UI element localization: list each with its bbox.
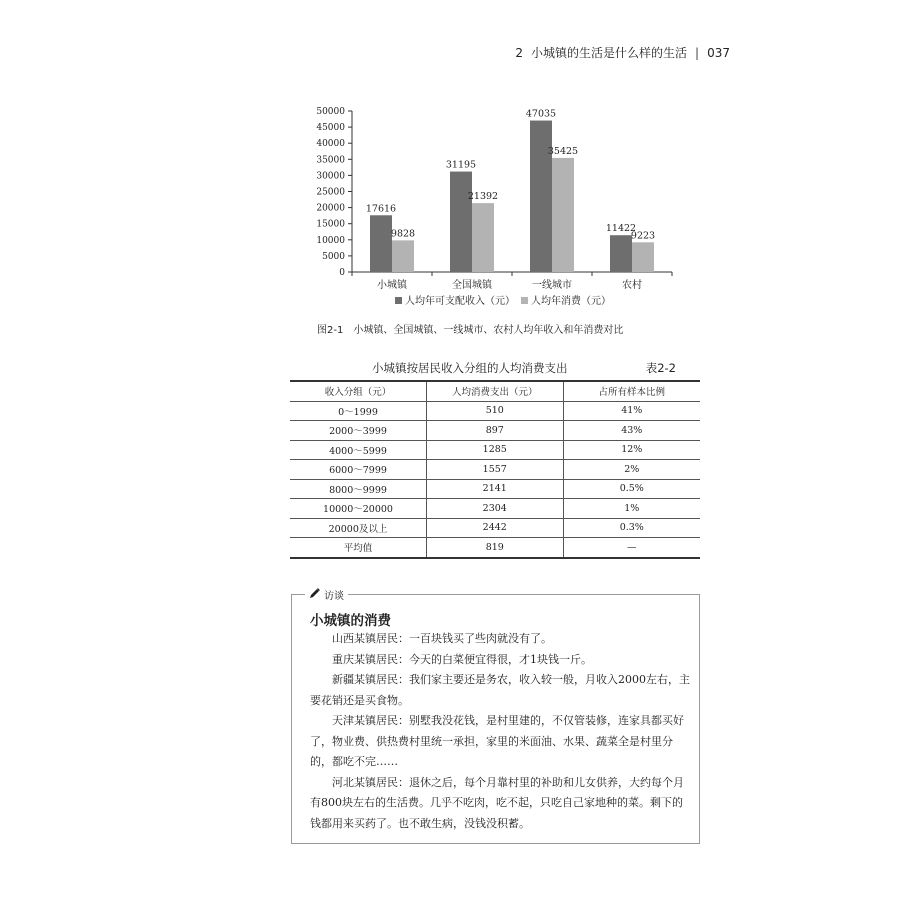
data-label: 9223 (630, 230, 656, 242)
interview-tag (305, 587, 348, 602)
table-row (290, 401, 700, 421)
y-tick-label: 35000 (316, 155, 345, 166)
table-row (290, 518, 700, 538)
cell-income-group: 20000及以上 (290, 518, 427, 538)
cell-ratio: 0.5% (563, 479, 700, 499)
bar-income (530, 121, 552, 272)
y-tick-label: 10000 (316, 235, 345, 246)
bar-consumption (392, 240, 414, 272)
y-tick-label: 40000 (316, 139, 345, 150)
consumption-table (290, 380, 700, 559)
y-tick-label: 20000 (316, 203, 345, 214)
cell-income-group: 10000～20000 (290, 499, 427, 519)
legend-label: 人均年可支配收入（元） (405, 296, 515, 307)
interview-title: 小城镇的消费 (310, 613, 391, 629)
bar-consumption (552, 158, 574, 272)
header-consumption: 人均消费支出（元） (427, 381, 564, 401)
data-label: 11422 (605, 223, 637, 235)
header-separator: | (695, 45, 700, 60)
table-row (290, 479, 700, 499)
cell-ratio: 0.3% (563, 518, 700, 538)
legend-swatch (521, 297, 528, 304)
bar-income (610, 235, 632, 272)
cell-ratio: 1% (563, 499, 700, 519)
y-tick-label: 0 (339, 268, 345, 278)
header-ratio: 占所有样本比例 (563, 381, 700, 401)
x-tick-label: 全国城镇 (452, 280, 492, 291)
pencil-icon (309, 587, 321, 602)
y-tick-label: 30000 (316, 171, 345, 182)
page-header (515, 44, 730, 61)
cell-income-group: 4000～5999 (290, 440, 427, 460)
cell-ratio: 12% (563, 440, 700, 460)
data-label: 9828 (390, 228, 416, 240)
header-income-group: 收入分组（元） (290, 381, 427, 401)
y-tick-label: 25000 (316, 187, 345, 198)
interview-paragraph: 天津某镇居民：别墅我没花钱，是村里建的，不仅管装修，连家具都买好了，物业费、供热费村里统一承担，家里的米面油、水果、蔬菜全是村里分的，都吃不完…… (310, 714, 684, 768)
interview-tag-label: 访谈 (324, 591, 344, 602)
interview-paragraph: 新疆某镇居民：我们家主要还是务农，收入较一般，月收入2000左右，主要花销还是买食物。 (310, 673, 690, 707)
x-tick-label: 小城镇 (377, 280, 407, 291)
table-number: 表2-2 (645, 361, 676, 375)
bar-income (450, 172, 472, 272)
cell-consumption: 819 (427, 538, 564, 558)
chapter-title: 小城镇的生活是什么样的生活 (531, 46, 688, 60)
table-title: 小城镇按居民收入分组的人均消费支出 (372, 361, 568, 375)
cell-income-group: 6000～7999 (290, 460, 427, 480)
cell-consumption: 510 (427, 401, 564, 421)
data-label: 21392 (467, 191, 499, 203)
table-row (290, 499, 700, 519)
bar-consumption (632, 242, 654, 272)
y-tick-label: 50000 (316, 107, 345, 117)
interview-box (291, 594, 700, 844)
interview-paragraph: 重庆某镇居民：今天的白菜便宜得很，才1块钱一斤。 (332, 652, 592, 666)
bar-consumption (472, 203, 494, 272)
cell-ratio: 2% (563, 460, 700, 480)
table-row (290, 421, 700, 441)
data-label: 31195 (445, 159, 477, 171)
cell-consumption: 897 (427, 421, 564, 441)
cell-ratio: — (563, 538, 700, 558)
cell-income-group: 平均值 (290, 538, 427, 558)
table-header-row (290, 381, 700, 401)
table-row (290, 460, 700, 480)
cell-ratio: 43% (563, 421, 700, 441)
table-title-row (290, 360, 700, 378)
table-row (290, 440, 700, 460)
chapter-number: 2 (515, 45, 524, 60)
cell-income-group: 0～1999 (290, 401, 427, 421)
bar-income (370, 215, 392, 272)
cell-ratio: 41% (563, 401, 700, 421)
legend-label: 人均年消费（元） (531, 296, 611, 307)
cell-consumption: 1557 (427, 460, 564, 480)
cell-consumption: 2442 (427, 518, 564, 538)
cell-income-group: 8000～9999 (290, 479, 427, 499)
data-label: 35425 (547, 145, 579, 157)
x-tick-label: 农村 (622, 280, 642, 291)
data-label: 17616 (365, 203, 397, 215)
interview-paragraph: 山西某镇居民：一百块钱买了些肉就没有了。 (332, 632, 552, 645)
x-tick-label: 一线城市 (532, 280, 572, 291)
legend-swatch (395, 297, 402, 304)
cell-consumption: 1285 (427, 440, 564, 460)
income-consumption-bar-chart (300, 100, 700, 320)
cell-consumption: 2141 (427, 479, 564, 499)
data-label: 47035 (525, 108, 557, 120)
page-number: 037 (707, 45, 730, 60)
cell-income-group: 2000～3999 (290, 421, 427, 441)
y-tick-label: 5000 (322, 251, 345, 262)
cell-consumption: 2304 (427, 499, 564, 519)
y-tick-label: 45000 (316, 123, 345, 134)
y-tick-label: 15000 (316, 219, 345, 230)
table-row-average (290, 538, 700, 558)
figure-caption: 图2-1 小城镇、全国城镇、一线城市、农村人均年收入和年消费对比 (317, 325, 624, 336)
interview-paragraph: 河北某镇居民：退休之后，每个月靠村里的补助和儿女供养，大约每个月有800块左右的生活费。几乎不吃肉，吃不起，只吃自己家地种的菜。剩下的钱都用来买药了。也不敢生病，没钱没积蓄。 (310, 775, 684, 830)
interview-body (310, 629, 690, 834)
